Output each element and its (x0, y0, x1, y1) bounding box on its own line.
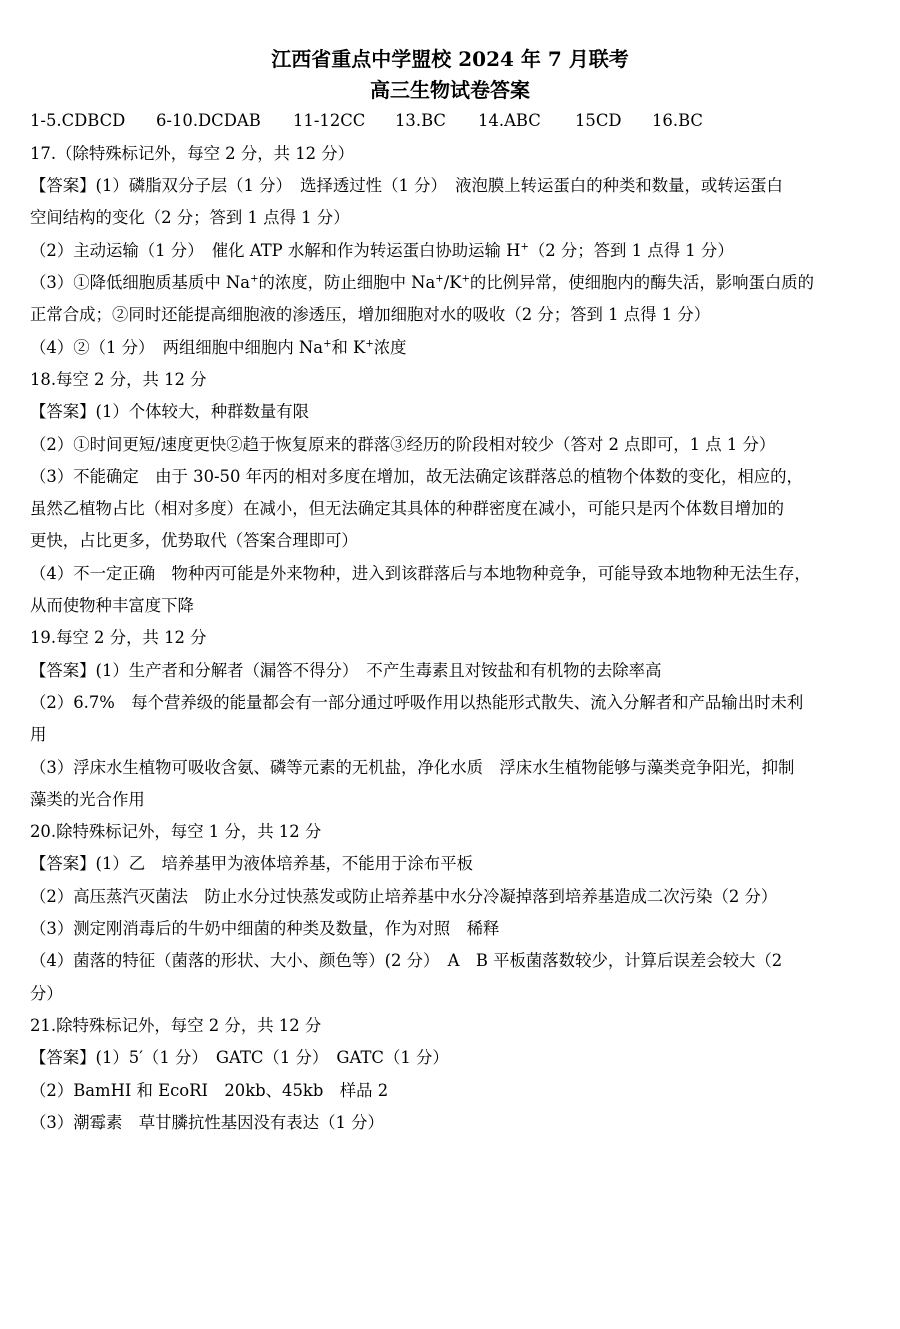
q19-header: 19.每空 2 分，共 12 分 (30, 628, 207, 647)
q21-answer-2: （2）BamHI 和 EcoRI 20kb、45kb 样品 2 (30, 1081, 389, 1100)
q19-answer-3-cont: 藻类的光合作用 (30, 790, 145, 809)
superscript-plus: + (435, 273, 444, 285)
q21-answer-3: （3）潮霉素 草甘膦抗性基因没有表达（1 分） (30, 1113, 384, 1132)
q20-answer-3: （3）测定刚消毒后的牛奶中细菌的种类及数量，作为对照 稀释 (30, 919, 500, 938)
q17-answer-1-cont: 空间结构的变化（2 分；答到 1 点得 1 分） (30, 208, 350, 227)
q19-answer-3: （3）浮床水生植物可吸收含氨、磷等元素的无机盐，净化水质 浮床水生植物能够与藻类竞争阳光，抑制 (30, 758, 795, 777)
q17-answer-2: （2）主动运输（1 分） 催化 ATP 水解和作为转运蛋白协助运输 H+（2 分；答到 1 点得 1 分） (30, 241, 734, 260)
q18-answer-1: 【答案】(1）个体较大，种群数量有限 (30, 402, 310, 421)
q18-answer-4-cont: 从而使物种丰富度下降 (30, 596, 194, 615)
q20-answer-4-cont: 分） (30, 984, 63, 1003)
q19-answer-2: （2）6.7% 每个营养级的能量都会有一部分通过呼吸作用以热能形式散失、流入分解者和产品输出时未利 (30, 693, 804, 712)
mc-answer-6-10: 6-10.DCDAB (156, 111, 261, 130)
q18-answer-3-cont2: 更快，占比更多，优势取代（答案合理即可） (30, 531, 358, 550)
q18-answer-4: （4）不一定正确 物种丙可能是外来物种，进入到该群落后与本地物种竞争，可能导致本地物种无法生存， (30, 564, 811, 583)
mc-answer-16: 16.BC (652, 111, 703, 130)
q17-answer-3: （3）①降低细胞质基质中 Na+的浓度，防止细胞中 Na+/K+的比例异常，使细胞内的酶失活，影响蛋白质的 (30, 273, 815, 292)
superscript-plus: + (365, 338, 374, 350)
q18-header: 18.每空 2 分，共 12 分 (30, 370, 207, 389)
q20-answer-4: （4）菌落的特征（菌落的形状、大小、颜色等）(2 分） A B 平板菌落数较少，计算后误差会较大（2 (30, 951, 783, 970)
mc-answer-11-12: 11-12CC (293, 111, 366, 130)
q17-header: 17.（除特殊标记外，每空 2 分，共 12 分） (30, 144, 355, 163)
mc-answer-1-5: 1-5.CDBCD (30, 111, 126, 130)
answer-key-title: 高三生物试卷答案 (370, 78, 530, 102)
q18-answer-2: （2）①时间更短/速度更快②趋于恢复原来的群落③经历的阶段相对较少（答对 2 点即可，1 点 1 分） (30, 435, 776, 454)
q18-answer-3: （3）不能确定 由于 30-50 年丙的相对多度在增加，故无法确定该群落总的植物个体数的变化，相应的， (30, 467, 803, 486)
mc-answer-15: 15CD (575, 111, 622, 130)
q17-answer-1: 【答案】(1）磷脂双分子层（1 分） 选择透过性（1 分） 液泡膜上转运蛋白的种类和数量，或转运蛋白 (30, 176, 783, 195)
q20-answer-1: 【答案】(1）乙 培养基甲为液体培养基，不能用于涂布平板 (30, 854, 473, 873)
superscript-plus: + (520, 241, 529, 253)
q19-answer-2-cont: 用 (30, 725, 47, 744)
superscript-plus: + (461, 273, 470, 285)
q19-answer-1: 【答案】(1）生产者和分解者（漏答不得分） 不产生毒素且对铵盐和有机物的去除率高 (30, 661, 662, 680)
q17-answer-4: （4）②（1 分） 两组细胞中细胞内 Na+和 K+浓度 (30, 338, 407, 357)
mc-answer-13: 13.BC (395, 111, 446, 130)
q20-header: 20.除特殊标记外，每空 1 分，共 12 分 (30, 822, 322, 841)
exam-title: 江西省重点中学盟校 2024 年 7 月联考 (271, 47, 629, 71)
superscript-plus: + (250, 273, 259, 285)
q20-answer-2: （2）高压蒸汽灭菌法 防止水分过快蒸发或防止培养基中水分冷凝掉落到培养基造成二次污染（2 分） (30, 887, 778, 906)
q17-answer-3-cont: 正常合成；②同时还能提高细胞液的渗透压，增加细胞对水的吸收（2 分；答到 1 点得 1 分） (30, 305, 711, 324)
q18-answer-3-cont: 虽然乙植物占比（相对多度）在减小，但无法确定其具体的种群密度在减小，可能只是丙个体数目增加的 (30, 499, 784, 518)
q21-header: 21.除特殊标记外，每空 2 分，共 12 分 (30, 1016, 322, 1035)
mc-answer-14: 14.ABC (478, 111, 541, 130)
q21-answer-1: 【答案】(1）5′（1 分） GATC（1 分） GATC（1 分） (30, 1048, 449, 1067)
superscript-plus: + (323, 338, 332, 350)
